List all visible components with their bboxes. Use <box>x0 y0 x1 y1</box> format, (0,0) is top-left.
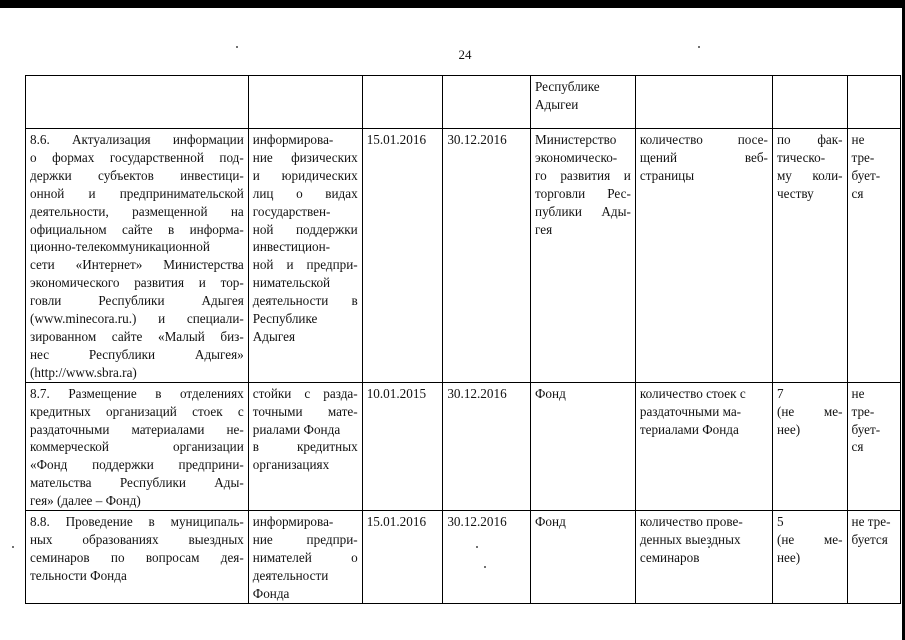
action-line: ных образованиях выездных <box>30 531 244 547</box>
cell-start <box>362 511 443 604</box>
result-line: Адыгея <box>252 328 296 344</box>
action-line: деятельности, размещенной на <box>30 203 244 219</box>
executor-line: Министерство <box>535 132 617 147</box>
cell-action <box>26 76 249 129</box>
cell-value <box>772 382 847 510</box>
cell-indicator <box>635 382 772 510</box>
value-line: му коли- <box>776 167 843 183</box>
cell-start <box>362 76 443 129</box>
cell-indicator <box>635 511 772 604</box>
action-line: экономического развития и тор- <box>30 275 244 291</box>
end-date: 30.12.2016 <box>447 514 507 530</box>
result-line: в кредитных <box>252 439 358 455</box>
executor-line: Фонд <box>535 385 566 401</box>
cell-action <box>26 382 249 510</box>
cell-funding <box>847 382 900 510</box>
value-line: тическо- <box>776 149 826 165</box>
result-line: лиц о видах <box>252 185 358 201</box>
table-row <box>26 382 901 510</box>
value-line: 7 <box>776 385 784 401</box>
result-line: точными мате- <box>252 403 358 419</box>
cell-value <box>772 76 847 129</box>
executor-line: Республике <box>535 79 600 94</box>
result-line: информирова- <box>252 514 334 530</box>
value-line: (не ме- <box>776 531 843 547</box>
result-line: ной поддержки <box>252 221 358 237</box>
start-date: 15.01.2016 <box>366 514 427 530</box>
funding-line: бует- <box>851 421 881 437</box>
table-row <box>26 76 901 129</box>
table-row <box>26 129 901 383</box>
action-line: коммерческой организации <box>30 439 244 455</box>
indicator-line: страницы <box>639 167 695 183</box>
action-line: гея» (далее – Фонд) <box>30 493 141 509</box>
funding-line: тре- <box>851 149 875 165</box>
cell-funding <box>847 511 900 604</box>
indicator-line: териалами Фонда <box>639 421 739 437</box>
action-line: 8.6. Актуализация информации <box>30 132 244 147</box>
executor-line: экономическо- <box>535 149 618 165</box>
cell-executor <box>531 382 636 510</box>
end-date: 30.12.2016 <box>447 385 507 401</box>
result-line: ние физических <box>252 149 358 165</box>
result-line: организациях <box>252 457 330 473</box>
action-line: раздаточными материалами не- <box>30 421 244 437</box>
cell-start <box>362 129 443 383</box>
result-line: информирова- <box>252 132 334 147</box>
executor-line: публики Ады- <box>535 203 631 219</box>
cell-end <box>443 129 531 383</box>
action-line: онной и предпринимательской <box>30 185 244 201</box>
action-line: о формах государственной под- <box>30 149 244 165</box>
value-line: нее) <box>776 421 801 437</box>
result-line: Фонда <box>252 585 290 601</box>
cell-funding <box>847 129 900 383</box>
scan-speck <box>698 46 700 48</box>
value-line: 5 <box>776 514 784 530</box>
cell-executor <box>531 76 636 129</box>
result-line: нимательской <box>252 275 331 291</box>
funding-line: не <box>851 385 865 401</box>
cell-executor <box>531 129 636 383</box>
executor-line: гея <box>535 221 553 237</box>
result-line: деятельности <box>252 567 329 583</box>
indicator-line: количество посе- <box>639 132 768 147</box>
cell-executor <box>531 511 636 604</box>
cell-value <box>772 511 847 604</box>
result-line: стойки с разда- <box>252 385 358 401</box>
indicator-line: семинаров <box>639 549 700 565</box>
funding-line: ся <box>851 439 864 455</box>
executor-line: торговли Рес- <box>535 185 631 201</box>
cell-action <box>26 511 249 604</box>
action-line: нес Республики Адыгея» <box>30 346 244 362</box>
scan-speck <box>12 546 14 548</box>
cell-result <box>248 76 362 129</box>
value-line: по фак- <box>776 132 843 147</box>
action-line: тельности Фонда <box>30 567 127 583</box>
action-line: семинаров по вопросам дея- <box>30 549 244 565</box>
funding-line: не <box>851 132 865 147</box>
action-line: мательства Республики Ады- <box>30 475 244 491</box>
result-line: ние предпри- <box>252 531 358 547</box>
funding-line: буется <box>851 531 888 547</box>
action-line: кредитных организаций стоек с <box>30 403 244 419</box>
table-row <box>26 511 901 604</box>
executor-line: го развития и <box>535 167 631 183</box>
value-line: (не ме- <box>776 403 843 419</box>
action-line: (www.minecora.ru.) и специали- <box>30 311 244 327</box>
action-line: (http://www.sbra.ra) <box>30 364 137 380</box>
action-line: 8.7. Размещение в отделениях <box>30 385 244 401</box>
indicator-line: щений веб- <box>639 149 768 165</box>
start-date: 10.01.2015 <box>366 385 427 401</box>
end-date: 30.12.2016 <box>447 132 507 147</box>
scan-speck <box>236 46 238 48</box>
scan-top-border <box>0 0 905 8</box>
result-line: государствен- <box>252 203 331 219</box>
value-line: честву <box>776 185 814 201</box>
cell-start <box>362 382 443 510</box>
result-line: риалами Фонда <box>252 421 341 437</box>
value-line: нее) <box>776 549 801 565</box>
action-line: «Фонд поддержки предприни- <box>30 457 244 473</box>
measures-table <box>25 75 901 604</box>
action-line: сети «Интернет» Министерства <box>30 257 244 273</box>
cell-action <box>26 129 249 383</box>
indicator-line: количество стоек с <box>639 385 746 401</box>
indicator-line: раздаточными ма- <box>639 403 742 419</box>
result-line: инвестицион- <box>252 239 331 255</box>
indicator-line: денных выездных <box>639 531 741 547</box>
indicator-line: количество прове- <box>639 514 743 530</box>
cell-indicator <box>635 76 772 129</box>
funding-line: не тре- <box>851 514 891 530</box>
cell-end <box>443 511 531 604</box>
cell-result <box>248 129 362 383</box>
cell-result <box>248 382 362 510</box>
action-line: ционно-телекоммуникационной <box>30 239 210 255</box>
executor-line: Фонд <box>535 514 566 530</box>
result-line: и юридических <box>252 167 358 183</box>
funding-line: ся <box>851 185 864 201</box>
action-line: говли Республики Адыгея <box>30 293 244 309</box>
action-line: держки субъектов инвестици- <box>30 167 244 183</box>
funding-line: тре- <box>851 403 875 419</box>
result-line: Республике <box>252 311 318 327</box>
start-date: 15.01.2016 <box>366 132 427 147</box>
cell-value <box>772 129 847 383</box>
result-line: деятельности в <box>252 293 358 309</box>
cell-end <box>443 382 531 510</box>
cell-end <box>443 76 531 129</box>
funding-line: бует- <box>851 167 881 183</box>
action-line: официальном сайте в информа- <box>30 221 244 237</box>
cell-indicator <box>635 129 772 383</box>
cell-result <box>248 511 362 604</box>
action-line: 8.8. Проведение в муниципаль- <box>30 514 244 530</box>
cell-funding <box>847 76 900 129</box>
result-line: нимателей о <box>252 549 358 565</box>
action-line: зированном сайте «Малый биз- <box>30 328 244 344</box>
executor-line: Адыгеи <box>535 96 579 112</box>
result-line: ной и предпри- <box>252 257 358 273</box>
page-number: 24 <box>458 47 472 62</box>
